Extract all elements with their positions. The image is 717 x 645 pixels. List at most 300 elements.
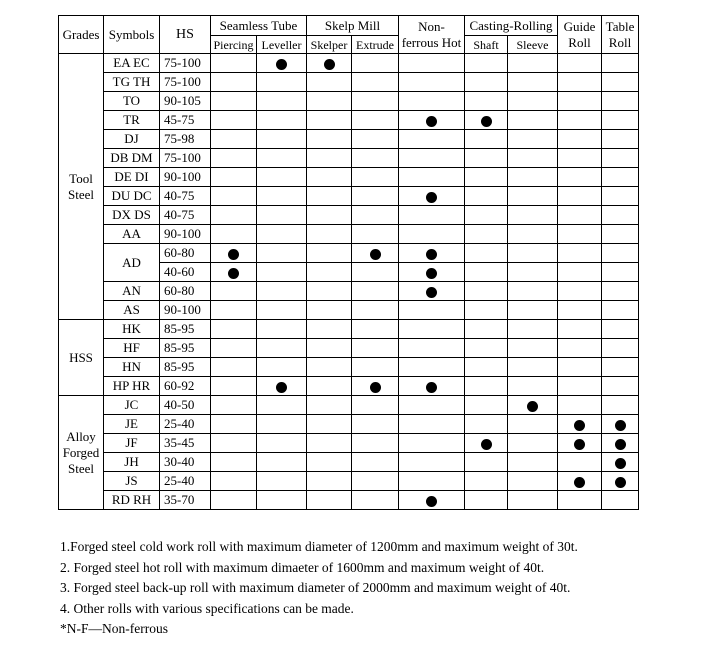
mark-cell (558, 54, 602, 73)
mark-cell (352, 415, 399, 434)
mark-cell (257, 149, 307, 168)
mark-cell (508, 149, 558, 168)
mark-cell (602, 396, 639, 415)
mark-cell (399, 111, 465, 130)
mark-cell (602, 491, 639, 510)
symbol-cell: JE (104, 415, 160, 434)
mark-cell (211, 434, 257, 453)
mark-cell (211, 263, 257, 282)
mark-cell (399, 339, 465, 358)
table-row (59, 130, 639, 149)
symbol-cell: AA (104, 225, 160, 244)
mark-cell (211, 187, 257, 206)
header-subcolumn: Piercing (211, 36, 257, 54)
bullet-mark (615, 458, 626, 469)
mark-cell (508, 434, 558, 453)
table-row (59, 415, 639, 434)
mark-cell (211, 92, 257, 111)
mark-cell (211, 206, 257, 225)
header-row-1 (59, 16, 639, 36)
mark-cell (352, 244, 399, 263)
mark-cell (558, 396, 602, 415)
bullet-mark (276, 382, 287, 393)
mark-cell (465, 130, 508, 149)
hs-cell: 40-50 (160, 396, 211, 415)
mark-cell (558, 263, 602, 282)
mark-cell (558, 453, 602, 472)
mark-cell (211, 168, 257, 187)
mark-cell (602, 130, 639, 149)
mark-cell (257, 377, 307, 396)
mark-cell (558, 168, 602, 187)
table-row (59, 472, 639, 491)
mark-cell (602, 320, 639, 339)
mark-cell (399, 225, 465, 244)
mark-cell (465, 92, 508, 111)
mark-cell (211, 377, 257, 396)
mark-cell (352, 187, 399, 206)
mark-cell (508, 453, 558, 472)
hs-cell: 60-80 (160, 244, 211, 263)
mark-cell (307, 282, 352, 301)
mark-cell (602, 168, 639, 187)
table-row (59, 244, 639, 263)
mark-cell (508, 282, 558, 301)
mark-cell (211, 149, 257, 168)
hs-cell: 90-100 (160, 301, 211, 320)
mark-cell (465, 149, 508, 168)
symbol-cell: TG TH (104, 73, 160, 92)
mark-cell (257, 396, 307, 415)
mark-cell (558, 415, 602, 434)
mark-cell (352, 358, 399, 377)
mark-cell (399, 415, 465, 434)
mark-cell (211, 282, 257, 301)
header-grades: Grades (59, 16, 104, 54)
mark-cell (558, 187, 602, 206)
bullet-mark (615, 439, 626, 450)
symbol-cell: HP HR (104, 377, 160, 396)
mark-cell (307, 225, 352, 244)
symbol-cell: DB DM (104, 149, 160, 168)
symbol-cell: AS (104, 301, 160, 320)
mark-cell (465, 491, 508, 510)
mark-cell (257, 301, 307, 320)
hs-cell: 85-95 (160, 339, 211, 358)
table-row (59, 54, 639, 73)
mark-cell (558, 149, 602, 168)
header-subcolumn: Shaft (465, 36, 508, 54)
mark-cell (307, 111, 352, 130)
table-row (59, 225, 639, 244)
bullet-mark (481, 116, 492, 127)
header-hs: HS (160, 16, 211, 54)
symbol-cell: TO (104, 92, 160, 111)
mark-cell (257, 244, 307, 263)
mark-cell (352, 130, 399, 149)
mark-cell (508, 54, 558, 73)
hs-cell: 40-60 (160, 263, 211, 282)
grade-cell: HSS (59, 320, 104, 396)
mark-cell (257, 491, 307, 510)
mark-cell (465, 434, 508, 453)
mark-cell (307, 320, 352, 339)
mark-cell (352, 472, 399, 491)
mark-cell (211, 491, 257, 510)
mark-cell (602, 187, 639, 206)
mark-cell (465, 453, 508, 472)
symbol-cell: DE DI (104, 168, 160, 187)
mark-cell (307, 263, 352, 282)
mark-cell (399, 491, 465, 510)
mark-cell (307, 301, 352, 320)
mark-cell (211, 472, 257, 491)
bullet-mark (276, 59, 287, 70)
mark-cell (465, 320, 508, 339)
mark-cell (307, 54, 352, 73)
hs-cell: 75-100 (160, 54, 211, 73)
mark-cell (307, 472, 352, 491)
mark-cell (558, 73, 602, 92)
hs-cell: 60-80 (160, 282, 211, 301)
mark-cell (211, 453, 257, 472)
hs-cell: 25-40 (160, 472, 211, 491)
symbol-cell: TR (104, 111, 160, 130)
mark-cell (307, 339, 352, 358)
bullet-mark (426, 249, 437, 260)
mark-cell (465, 263, 508, 282)
mark-cell (399, 358, 465, 377)
mark-cell (211, 225, 257, 244)
table-row (59, 301, 639, 320)
symbol-cell: HN (104, 358, 160, 377)
mark-cell (257, 263, 307, 282)
mark-cell (211, 358, 257, 377)
footnote-line: 1.Forged steel cold work roll with maximum diameter of 1200mm and maximum weight of 30t. (60, 539, 578, 554)
mark-cell (257, 358, 307, 377)
header-group: Casting-Rolling (465, 16, 558, 36)
mark-cell (307, 168, 352, 187)
mark-cell (352, 263, 399, 282)
symbol-cell: JC (104, 396, 160, 415)
bullet-mark (574, 477, 585, 488)
footnote-line: *N-F—Non-ferrous (60, 621, 168, 636)
mark-cell (508, 187, 558, 206)
table-row (59, 320, 639, 339)
footnote-line: 3. Forged steel back-up roll with maximum diameter of 2000mm and maximum weight of 40t. (60, 580, 571, 595)
table-row (59, 377, 639, 396)
symbol-cell: AN (104, 282, 160, 301)
table-row (59, 434, 639, 453)
hs-cell: 45-75 (160, 111, 211, 130)
bullet-mark (426, 382, 437, 393)
mark-cell (352, 377, 399, 396)
bullet-mark (615, 420, 626, 431)
mark-cell (602, 415, 639, 434)
mark-cell (399, 396, 465, 415)
mark-cell (508, 73, 558, 92)
mark-cell (508, 491, 558, 510)
mark-cell (558, 130, 602, 149)
mark-cell (508, 377, 558, 396)
mark-cell (602, 149, 639, 168)
grade-cell: Tool Steel (59, 54, 104, 320)
hs-cell: 75-98 (160, 130, 211, 149)
header-group: Skelp Mill (307, 16, 399, 36)
mark-cell (508, 168, 558, 187)
mark-cell (602, 206, 639, 225)
header-group: Seamless Tube (211, 16, 307, 36)
bullet-mark (228, 268, 239, 279)
bullet-mark (574, 420, 585, 431)
header-subcolumn: Leveller (257, 36, 307, 54)
mark-cell (465, 339, 508, 358)
mark-cell (602, 92, 639, 111)
mark-cell (211, 415, 257, 434)
bullet-mark (370, 382, 381, 393)
mark-cell (508, 396, 558, 415)
mark-cell (558, 92, 602, 111)
mark-cell (307, 358, 352, 377)
symbol-cell: JF (104, 434, 160, 453)
mark-cell (307, 130, 352, 149)
mark-cell (257, 92, 307, 111)
mark-cell (399, 282, 465, 301)
mark-cell (558, 244, 602, 263)
symbol-cell: DX DS (104, 206, 160, 225)
mark-cell (508, 111, 558, 130)
mark-cell (307, 206, 352, 225)
mark-cell (602, 472, 639, 491)
mark-cell (399, 434, 465, 453)
mark-cell (211, 396, 257, 415)
mark-cell (399, 54, 465, 73)
mark-cell (257, 187, 307, 206)
mark-cell (257, 282, 307, 301)
mark-cell (211, 130, 257, 149)
mark-cell (307, 415, 352, 434)
bullet-mark (426, 496, 437, 507)
mark-cell (465, 187, 508, 206)
table-row (59, 282, 639, 301)
mark-cell (257, 434, 307, 453)
mark-cell (399, 263, 465, 282)
mark-cell (508, 415, 558, 434)
mark-cell (602, 282, 639, 301)
hs-cell: 40-75 (160, 206, 211, 225)
mark-cell (602, 263, 639, 282)
table-row (59, 149, 639, 168)
mark-cell (508, 339, 558, 358)
mark-cell (257, 472, 307, 491)
header-subcolumn: Extrude (352, 36, 399, 54)
symbol-cell: HF (104, 339, 160, 358)
mark-cell (307, 377, 352, 396)
symbol-cell: JH (104, 453, 160, 472)
mark-cell (307, 396, 352, 415)
mark-cell (558, 320, 602, 339)
header-group: Non- ferrous Hot (399, 16, 465, 54)
mark-cell (508, 301, 558, 320)
symbol-cell: RD RH (104, 491, 160, 510)
hs-cell: 85-95 (160, 320, 211, 339)
mark-cell (352, 282, 399, 301)
mark-cell (352, 73, 399, 92)
mark-cell (508, 225, 558, 244)
mark-cell (352, 225, 399, 244)
bullet-mark (370, 249, 381, 260)
bullet-mark (324, 59, 335, 70)
mark-cell (307, 434, 352, 453)
hs-cell: 60-92 (160, 377, 211, 396)
bullet-mark (574, 439, 585, 450)
mark-cell (352, 54, 399, 73)
hs-cell: 75-100 (160, 149, 211, 168)
mark-cell (211, 244, 257, 263)
mark-cell (399, 453, 465, 472)
mark-cell (465, 111, 508, 130)
mark-cell (257, 73, 307, 92)
mark-cell (558, 339, 602, 358)
mark-cell (465, 358, 508, 377)
bullet-mark (426, 287, 437, 298)
bullet-mark (481, 439, 492, 450)
mark-cell (211, 301, 257, 320)
mark-cell (465, 225, 508, 244)
mark-cell (508, 263, 558, 282)
footnote-line: 2. Forged steel hot roll with maximum dimaeter of 1600mm and maximum weight of 40t. (60, 559, 545, 575)
symbol-cell: DJ (104, 130, 160, 149)
mark-cell (465, 168, 508, 187)
mark-cell (399, 206, 465, 225)
table-row (59, 339, 639, 358)
mark-cell (352, 320, 399, 339)
symbol-cell: AD (104, 244, 160, 282)
mark-cell (602, 339, 639, 358)
mark-cell (307, 73, 352, 92)
mark-cell (211, 320, 257, 339)
mark-cell (602, 434, 639, 453)
mark-cell (558, 491, 602, 510)
mark-cell (602, 73, 639, 92)
mark-cell (399, 244, 465, 263)
mark-cell (602, 377, 639, 396)
roll-application-table (58, 15, 639, 510)
mark-cell (352, 111, 399, 130)
hs-cell: 85-95 (160, 358, 211, 377)
mark-cell (558, 111, 602, 130)
mark-cell (465, 54, 508, 73)
mark-cell (465, 73, 508, 92)
mark-cell (558, 472, 602, 491)
mark-cell (352, 206, 399, 225)
table-row (59, 491, 639, 510)
mark-cell (352, 149, 399, 168)
table-row (59, 206, 639, 225)
mark-cell (558, 225, 602, 244)
mark-cell (211, 54, 257, 73)
mark-cell (399, 320, 465, 339)
hs-cell: 35-70 (160, 491, 211, 510)
mark-cell (352, 92, 399, 111)
mark-cell (307, 244, 352, 263)
header-subcolumn: Sleeve (508, 36, 558, 54)
footnotes (60, 537, 578, 640)
mark-cell (307, 453, 352, 472)
mark-cell (257, 111, 307, 130)
mark-cell (352, 339, 399, 358)
table-row (59, 111, 639, 130)
mark-cell (399, 377, 465, 396)
grade-cell: Alloy Forged Steel (59, 396, 104, 510)
hs-cell: 75-100 (160, 73, 211, 92)
mark-cell (558, 434, 602, 453)
mark-cell (558, 377, 602, 396)
mark-cell (211, 111, 257, 130)
mark-cell (508, 472, 558, 491)
table-row (59, 396, 639, 415)
hs-cell: 90-105 (160, 92, 211, 111)
hs-cell: 90-100 (160, 225, 211, 244)
bullet-mark (527, 401, 538, 412)
table-row (59, 187, 639, 206)
footnote-line: 4. Other rolls with various specifications can be made. (60, 600, 354, 616)
mark-cell (352, 168, 399, 187)
mark-cell (558, 282, 602, 301)
mark-cell (602, 244, 639, 263)
mark-cell (602, 54, 639, 73)
table-row (59, 453, 639, 472)
mark-cell (602, 301, 639, 320)
mark-cell (257, 130, 307, 149)
bullet-mark (426, 192, 437, 203)
mark-cell (257, 320, 307, 339)
mark-cell (602, 225, 639, 244)
symbol-cell: HK (104, 320, 160, 339)
mark-cell (558, 358, 602, 377)
table-row (59, 73, 639, 92)
mark-cell (508, 358, 558, 377)
mark-cell (257, 415, 307, 434)
mark-cell (352, 396, 399, 415)
mark-cell (602, 358, 639, 377)
mark-cell (602, 111, 639, 130)
table-row (59, 168, 639, 187)
mark-cell (399, 149, 465, 168)
mark-cell (211, 339, 257, 358)
mark-cell (399, 73, 465, 92)
mark-cell (399, 130, 465, 149)
hs-cell: 30-40 (160, 453, 211, 472)
mark-cell (352, 491, 399, 510)
bullet-mark (426, 116, 437, 127)
mark-cell (508, 320, 558, 339)
mark-cell (307, 92, 352, 111)
hs-cell: 35-45 (160, 434, 211, 453)
mark-cell (465, 244, 508, 263)
mark-cell (257, 225, 307, 244)
mark-cell (465, 206, 508, 225)
mark-cell (465, 301, 508, 320)
bullet-mark (426, 268, 437, 279)
mark-cell (465, 415, 508, 434)
mark-cell (465, 396, 508, 415)
symbol-cell: EA EC (104, 54, 160, 73)
symbol-cell: JS (104, 472, 160, 491)
mark-cell (508, 244, 558, 263)
hs-cell: 40-75 (160, 187, 211, 206)
mark-cell (257, 453, 307, 472)
